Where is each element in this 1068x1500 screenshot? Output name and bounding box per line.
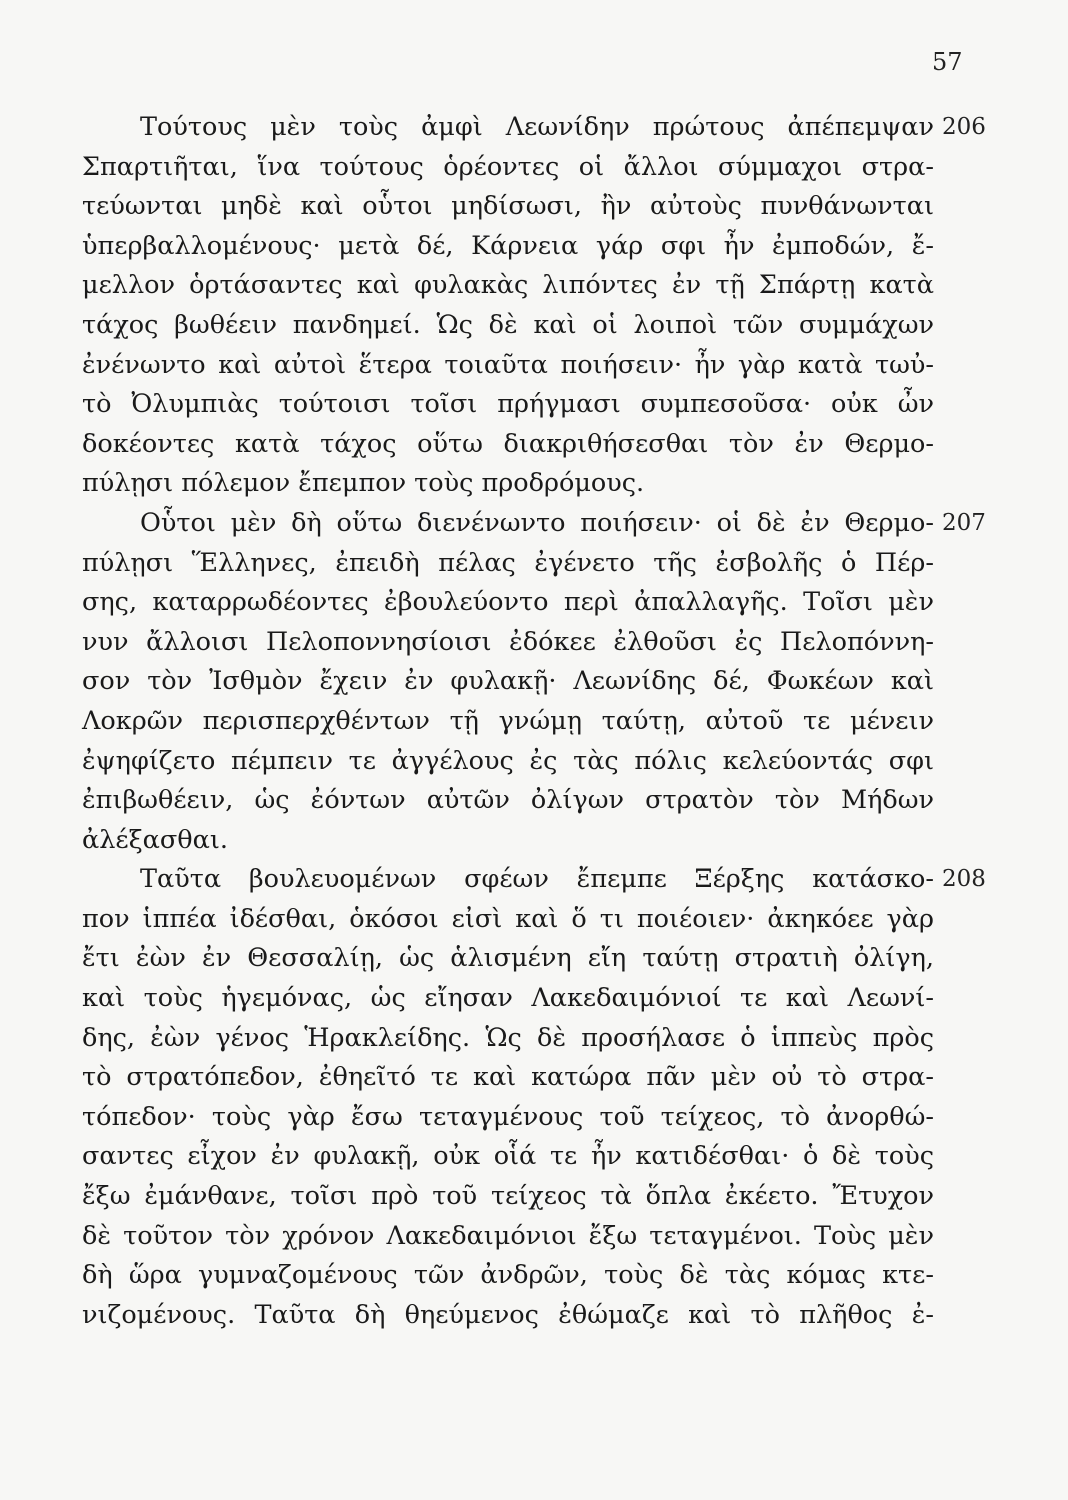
text-line-content: Σπαρτιῆται, ἵνα τούτους ὁρέοντες οἱ ἄλλοι σύμμαχοι στρα- <box>82 151 934 182</box>
text-line-content: τὸ στρατόπεδον, ἐθηεῖτό τε καὶ κατώρα πᾶν μὲν οὐ τὸ στρα- <box>82 1062 934 1093</box>
text-line <box>82 385 942 425</box>
text-line-content: ἐψηφίζετο πέμπειν τε ἀγγέλους ἐς τὰς πόλις κελεύοντάς σφι <box>82 745 934 776</box>
text-line-content: Τούτους μὲν τοὺς ἀμφὶ Λεωνίδην πρώτους ἀπέπεμψαν <box>140 112 934 142</box>
section-number: 208 <box>942 866 986 893</box>
text-line <box>82 425 942 465</box>
text-line-content: ἔτι ἐὼν ἐν Θεσσαλίῃ, ὡς ἁλισμένη εἴη ταύτῃ στρατιὴ ὀλίγη, <box>82 943 934 974</box>
text-line <box>82 1019 942 1059</box>
text-line-content: καὶ τοὺς ἡγεμόνας, ὡς εἴησαν Λακεδαιμόνιοί τε καὶ Λεωνί- <box>82 983 934 1014</box>
text-line <box>82 227 942 267</box>
text-line-content: τάχος βωθέειν πανδημεί. Ὡς δὲ καὶ οἱ λοιποὶ τῶν συμμάχων <box>82 309 934 340</box>
text-line <box>82 860 986 900</box>
text-line-content: Οὗτοι μὲν δὴ οὕτω διενένωντο ποιήσειν· οἱ δὲ ἐν Θερμο- <box>140 507 934 538</box>
text-line <box>82 583 942 623</box>
text-line <box>82 1256 942 1296</box>
text-line <box>82 108 986 148</box>
text-line-content: δὴ ὥρα γυμναζομένους τῶν ἀνδρῶν, τοὺς δὲ τὰς κόμας κτε- <box>82 1260 934 1291</box>
text-line-content: σης, καταρρωδέοντες ἐβουλεύοντο περὶ ἀπαλλαγῆς. Τοῖσι μὲν <box>82 587 934 618</box>
text-line <box>82 464 942 504</box>
text-line-content: ἀλέξασθαι. <box>82 824 228 855</box>
text-line <box>82 544 942 584</box>
text-line-content: νιζομένους. Ταῦτα δὴ θηεύμενος ἐθώμαζε καὶ τὸ πλῆθος ἐ- <box>82 1299 934 1330</box>
text-line <box>82 821 942 861</box>
text-line-content: δης, ἐὼν γένος Ἡρακλείδης. Ὡς δὲ προσήλασε ὁ ἱππεὺς πρὸς <box>82 1022 934 1053</box>
text-line-content: τόπεδον· τοὺς γὰρ ἔσω τεταγμένους τοῦ τείχεος, τὸ ἀνορθώ- <box>82 1101 934 1132</box>
text-line <box>82 306 942 346</box>
text-line-content: τεύωνται μηδὲ καὶ οὗτοι μηδίσωσι, ἢν αὐτοὺς πυνθάνωνται <box>82 191 934 222</box>
text-line-content: πον ἱππέα ἰδέσθαι, ὁκόσοι εἰσὶ καὶ ὅ τι ποιέοιεν· ἀκηκόεε γὰρ <box>82 903 934 934</box>
text-line <box>82 1177 942 1217</box>
text-line-content: ἐνένωντο καὶ αὐτοὶ ἕτερα τοιαῦτα ποιήσειν· ἦν γὰρ κατὰ τωὐ- <box>82 349 934 380</box>
text-line-content: Λοκρῶν περισπερχθέντων τῇ γνώμῃ ταύτῃ, αὐτοῦ τε μένειν <box>82 705 934 736</box>
text-line-content: Ταῦτα βουλευομένων σφέων ἔπεμπε Ξέρξης κατάσκο- <box>140 864 934 895</box>
text-line <box>82 1217 942 1257</box>
text-line-content: σαντες εἶχον ἐν φυλακῇ, οὐκ οἷά τε ἦν κατιδέσθαι· ὁ δὲ τοὺς <box>82 1141 934 1172</box>
text-line <box>82 1098 942 1138</box>
text-line-content: νυν ἄλλοισι Πελοποννησίοισι ἐδόκεε ἐλθοῦσι ἐς Πελοπόννη- <box>82 626 934 657</box>
text-line <box>82 781 942 821</box>
page-number: 57 <box>932 48 963 76</box>
text-line <box>82 1296 942 1336</box>
text-line-content: δὲ τοῦτον τὸν χρόνον Λακεδαιμόνιοι ἔξω τεταγμένοι. Τοὺς μὲν <box>82 1220 934 1251</box>
section-number: 206 <box>942 114 986 140</box>
text-line <box>82 504 986 544</box>
text-line-content: πύλῃσι Ἕλληνες, ἐπειδὴ πέλας ἐγένετο τῆς ἐσβολῆς ὁ Πέρ- <box>82 547 934 578</box>
text-line <box>82 662 942 702</box>
text-line <box>82 900 942 940</box>
text-line <box>82 702 942 742</box>
text-line <box>82 742 942 782</box>
body-text <box>82 108 986 1335</box>
text-line-content: δοκέοντες κατὰ τάχος οὕτω διακριθήσεσθαι τὸν ἐν Θερμο- <box>82 428 934 459</box>
text-line <box>82 187 942 227</box>
text-line <box>82 266 942 306</box>
text-line <box>82 979 942 1019</box>
text-line <box>82 148 942 188</box>
text-line-content: σον τὸν Ἰσθμὸν ἔχειν ἐν φυλακῇ· Λεωνίδης δέ, Φωκέων καὶ <box>82 666 934 697</box>
text-line-content: τὸ Ὀλυμπιὰς τούτοισι τοῖσι πρήγμασι συμπεσοῦσα· οὐκ ὦν <box>82 389 934 420</box>
text-line <box>82 623 942 663</box>
text-line <box>82 1058 942 1098</box>
text-line <box>82 1137 942 1177</box>
text-line <box>82 346 942 386</box>
text-line <box>82 939 942 979</box>
text-line-content: ὑπερβαλλομένους· μετὰ δέ, Κάρνεια γάρ σφι ἦν ἐμποδών, ἔ- <box>82 230 934 261</box>
text-line-content: πύλῃσι πόλεμον ἔπεμπον τοὺς προδρόμους. <box>82 468 645 499</box>
text-line-content: μελλον ὁρτάσαντες καὶ φυλακὰς λιπόντες ἐν τῇ Σπάρτῃ κατὰ <box>82 270 934 301</box>
text-line-content: ἐπιβωθέειν, ὡς ἐόντων αὐτῶν ὀλίγων στρατὸν τὸν Μήδων <box>82 785 934 816</box>
text-line-content: ἔξω ἐμάνθανε, τοῖσι πρὸ τοῦ τείχεος τὰ ὅπλα ἐκέετο. Ἔτυχον <box>82 1181 934 1212</box>
section-number: 207 <box>942 509 986 536</box>
